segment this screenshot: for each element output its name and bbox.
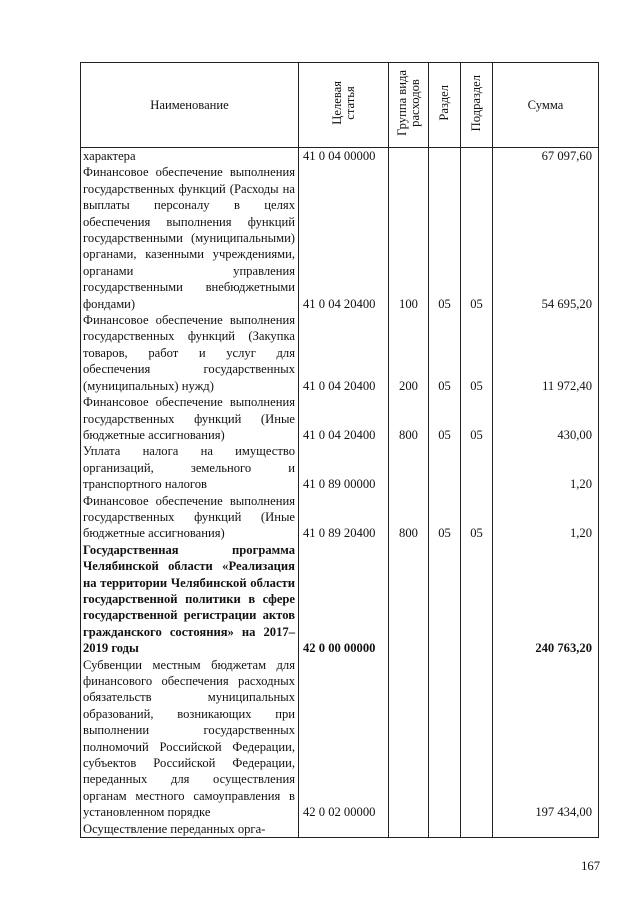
table-row bbox=[81, 493, 599, 542]
row-name: Субвенции местным бюджетам для финансового обеспечения расходных обязательств муниципальных образований, возникающих при выполнении государственных полномочий Российской Федерации, субъектов Российской Федерации, переданных для осуществления органам местного самоуправления в установленном порядке bbox=[81, 657, 299, 821]
table-row bbox=[81, 148, 599, 165]
row-group: 800 bbox=[389, 394, 429, 443]
header-section-label bbox=[438, 85, 451, 121]
row-code: 42 0 02 00000 bbox=[299, 657, 389, 821]
row-code: 41 0 04 20400 bbox=[299, 394, 389, 443]
header-expense-group-label bbox=[396, 70, 422, 136]
header-name bbox=[81, 63, 299, 148]
header-target-article-label bbox=[331, 81, 357, 125]
row-code: 41 0 89 20400 bbox=[299, 493, 389, 542]
row-subsection: 05 bbox=[461, 394, 493, 443]
row-sum bbox=[493, 821, 599, 838]
row-code: 41 0 04 00000 bbox=[299, 148, 389, 165]
row-sum: 67 097,60 bbox=[493, 148, 599, 165]
row-subsection bbox=[461, 443, 493, 492]
header-section-text: Раздел bbox=[437, 84, 451, 121]
row-group bbox=[389, 148, 429, 165]
table-row bbox=[81, 164, 599, 312]
table-row-program bbox=[81, 542, 599, 657]
header-group-line1: Группа вида bbox=[394, 69, 409, 136]
row-subsection bbox=[461, 657, 493, 821]
header-target-line1: Целевая bbox=[329, 80, 344, 125]
row-code: 41 0 04 20400 bbox=[299, 312, 389, 394]
row-sum: 1,20 bbox=[493, 493, 599, 542]
row-name: характера bbox=[81, 148, 299, 165]
row-section: 05 bbox=[429, 394, 461, 443]
header-sum bbox=[493, 63, 599, 148]
header-subsection bbox=[461, 63, 493, 148]
row-section: 05 bbox=[429, 493, 461, 542]
row-group: 200 bbox=[389, 312, 429, 394]
table-row bbox=[81, 394, 599, 443]
row-subsection bbox=[461, 542, 493, 657]
row-group: 800 bbox=[389, 493, 429, 542]
header-target-article bbox=[299, 63, 389, 148]
row-section bbox=[429, 657, 461, 821]
row-name: Финансовое обеспечение выполнения государственных функций (Иные бюджетные ассигнования) bbox=[81, 394, 299, 443]
row-sum: 1,20 bbox=[493, 443, 599, 492]
row-name: Осуществление переданных орга- bbox=[81, 821, 299, 838]
row-name: Финансовое обеспечение выполнения государственных функций (Расходы на выплаты персоналу в целях обеспечения выполнения функций государственными (муниципальными) органами, казенными учреждениями, органами управления государственными внебюджетными фондами) bbox=[81, 164, 299, 312]
header-target-line2: статья bbox=[342, 86, 357, 120]
header-subsection-label bbox=[470, 75, 483, 131]
header-name-label: Наименование bbox=[150, 97, 229, 112]
row-section bbox=[429, 148, 461, 165]
row-section bbox=[429, 821, 461, 838]
row-group: 100 bbox=[389, 164, 429, 312]
row-section: 05 bbox=[429, 164, 461, 312]
row-subsection: 05 bbox=[461, 312, 493, 394]
row-sum: 54 695,20 bbox=[493, 164, 599, 312]
row-section bbox=[429, 443, 461, 492]
budget-table bbox=[80, 62, 599, 838]
row-sum: 240 763,20 bbox=[493, 542, 599, 657]
header-sum-label: Сумма bbox=[527, 97, 564, 112]
row-code: 41 0 89 00000 bbox=[299, 443, 389, 492]
row-group bbox=[389, 657, 429, 821]
row-sum: 430,00 bbox=[493, 394, 599, 443]
table-row bbox=[81, 657, 599, 821]
row-sum: 11 972,40 bbox=[493, 312, 599, 394]
row-sum: 197 434,00 bbox=[493, 657, 599, 821]
page-number: 167 bbox=[581, 859, 600, 873]
header-section bbox=[429, 63, 461, 148]
row-group bbox=[389, 443, 429, 492]
header-subsection-text: Подраздел bbox=[469, 74, 483, 131]
row-subsection: 05 bbox=[461, 164, 493, 312]
row-subsection bbox=[461, 148, 493, 165]
row-group bbox=[389, 821, 429, 838]
row-name: Уплата налога на имущество организаций, земельного и транспортного налогов bbox=[81, 443, 299, 492]
row-name: Финансовое обеспечение выполнения государственных функций (Иные бюджетные ассигнования) bbox=[81, 493, 299, 542]
row-name: Финансовое обеспечение выполнения государственных функций (Закупка товаров, работ и услуг для обеспечения государственных (муниципальных) нужд) bbox=[81, 312, 299, 394]
row-code bbox=[299, 821, 389, 838]
table-row bbox=[81, 312, 599, 394]
row-code: 42 0 00 00000 bbox=[299, 542, 389, 657]
header-group-line2: расходов bbox=[407, 78, 422, 127]
row-code: 41 0 04 20400 bbox=[299, 164, 389, 312]
row-subsection bbox=[461, 821, 493, 838]
table-row bbox=[81, 443, 599, 492]
row-group bbox=[389, 542, 429, 657]
row-section bbox=[429, 542, 461, 657]
table-row bbox=[81, 821, 599, 838]
row-name: Государственная программа Челябинской области «Реализация на территории Челябинской области государственной политики в сфере государственной регистрации актов гражданского состояния» на 2017–2019 годы bbox=[81, 542, 299, 657]
header-expense-group bbox=[389, 63, 429, 148]
table-header-row bbox=[81, 63, 599, 148]
row-subsection: 05 bbox=[461, 493, 493, 542]
row-section: 05 bbox=[429, 312, 461, 394]
